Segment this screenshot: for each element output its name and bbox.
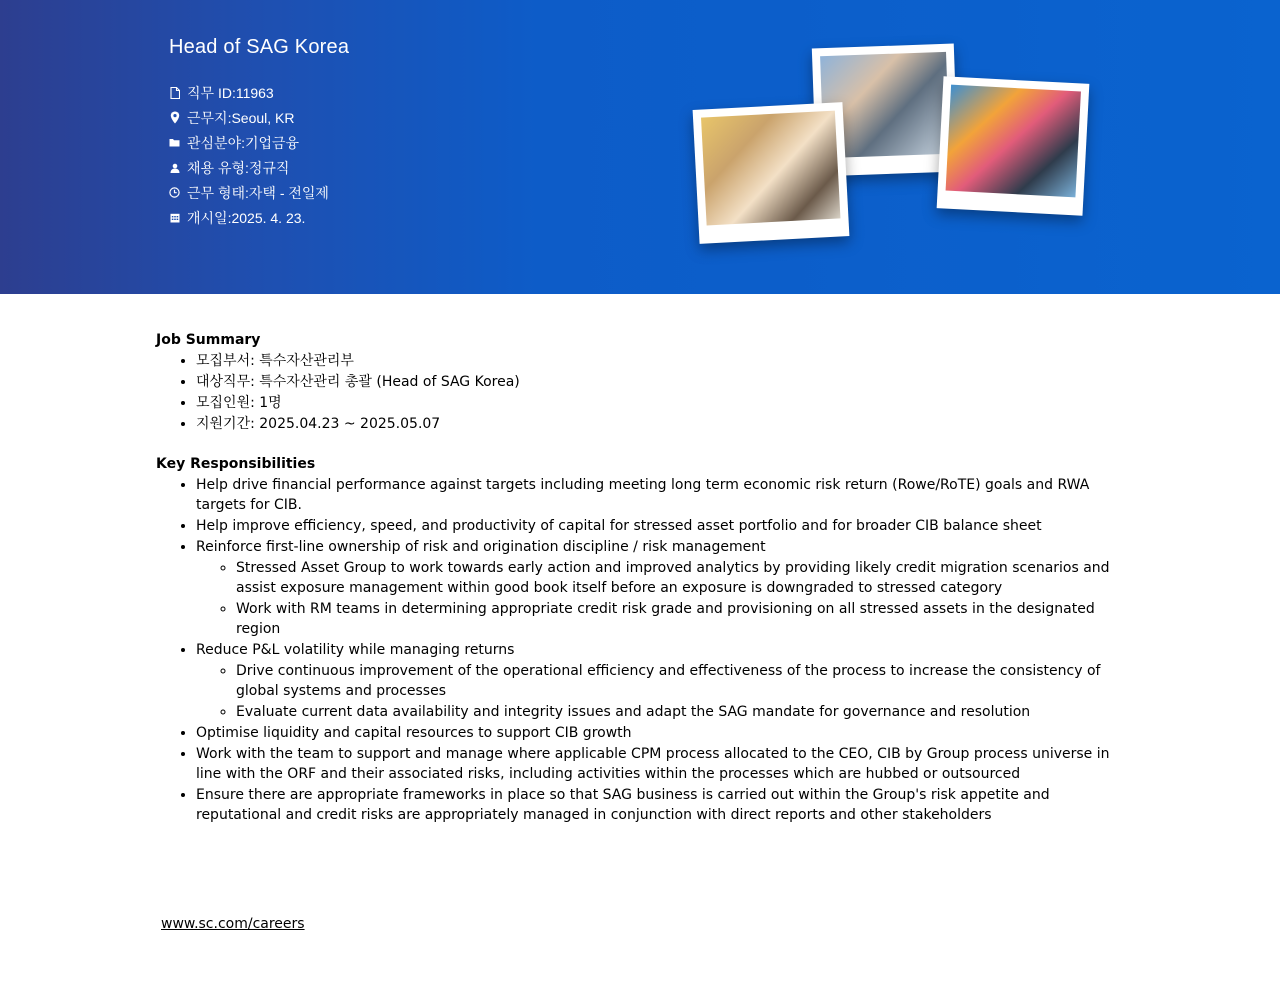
meta-text: 개시일:2025. 4. 23. [187,209,306,226]
meta-employment-type [169,155,329,180]
meta-location [169,105,329,130]
meta-start-date [169,205,329,230]
photo-woman-tablet [693,102,850,244]
sub-list-item: ◦ Stressed Asset Group to work towards early action and improved analytics by providing likely credit migration scenarios and assist exposure management within good book itself before an exposure is downgraded to stressed category [236,558,1116,598]
folder-icon [169,137,180,149]
sub-list-item: ◦ Evaluate current data availability and integrity issues and adapt the SAG mandate for governance and resolution [236,702,1116,722]
list-item: • Help drive financial performance against targets including meeting long term economic risk return (Rowe/RoTE) goals and RWA targets for CIB. [196,475,1116,515]
document-icon [169,87,180,99]
meta-job-id [169,80,329,105]
job-meta-list [169,80,329,230]
meta-text: 직무 ID:11963 [187,84,274,101]
meta-text: 관심분야:기업금융 [187,134,300,151]
meta-work-type [169,180,329,205]
list-item: • Reinforce first-line ownership of risk and origination discipline / risk management ◦ Stressed Asset Group to work towards early action and improved analytics by providing likely credit migration scenarios and assist exposure management within good book itself before an exposure is downgraded to stressed category ◦ Work with RM teams in determining appropriate credit risk grade and provisioning on all stressed assets in the designated region [196,537,1116,639]
list-item: • Ensure there are appropriate frameworks in place so that SAG business is carried out within the Group's risk appetite and reputational and credit risks are appropriately managed in conjunction with direct reports and other stakeholders [196,785,1116,825]
job-description [156,330,1116,825]
list-item: • 모집부서: 특수자산관리부 [196,351,1116,371]
meta-interest [169,130,329,155]
photo-colleagues-computer [937,76,1090,215]
meta-text: 근무 형태:자택 - 전일제 [187,184,329,201]
list-item: • Reduce P&L volatility while managing returns ◦ Drive continuous improvement of the operational efficiency and effectiveness of the process to increase the consistency of global systems and processes ◦ Evaluate current data availability and integrity issues and adapt the SAG mandate for governance and resolution [196,640,1116,722]
list-item: • Optimise liquidity and capital resources to support CIB growth [196,723,1116,743]
list-item: • 지원기간: 2025.04.23 ~ 2025.05.07 [196,414,1116,434]
calendar-icon [169,212,180,224]
meta-text: 근무지:Seoul, KR [187,109,295,126]
sub-list-item: ◦ Drive continuous improvement of the operational efficiency and effectiveness of the process to increase the consistency of global systems and processes [236,661,1116,701]
list-item: • Work with the team to support and manage where applicable CPM process allocated to the CEO, CIB by Group process universe in line with the ORF and their associated risks, including activities within the processes which are hubbed or outsourced [196,744,1116,784]
clock-icon [169,187,180,199]
job-summary-list [156,351,1116,434]
team-photo-collage [690,40,1100,260]
careers-link[interactable]: www.sc.com/careers [161,916,305,932]
hero-banner [0,0,1280,294]
sub-list-item: ◦ Work with RM teams in determining appropriate credit risk grade and provisioning on all stressed assets in the designated region [236,599,1116,639]
list-item: • 대상직무: 특수자산관리 총괄 (Head of SAG Korea) [196,372,1116,392]
job-summary-heading: Job Summary [156,332,261,348]
sub-list [196,558,1116,639]
key-responsibilities-heading: Key Responsibilities [156,456,316,472]
person-icon [169,162,180,174]
sub-list [196,661,1116,722]
location-pin-icon [169,112,180,124]
list-item: • Help improve efficiency, speed, and productivity of capital for stressed asset portfolio and for broader CIB balance sheet [196,516,1116,536]
meta-text: 채용 유형:정규직 [187,159,290,176]
job-title: Head of SAG Korea [169,36,350,58]
list-item: • 모집인원: 1명 [196,393,1116,413]
key-responsibilities-list [156,475,1116,825]
